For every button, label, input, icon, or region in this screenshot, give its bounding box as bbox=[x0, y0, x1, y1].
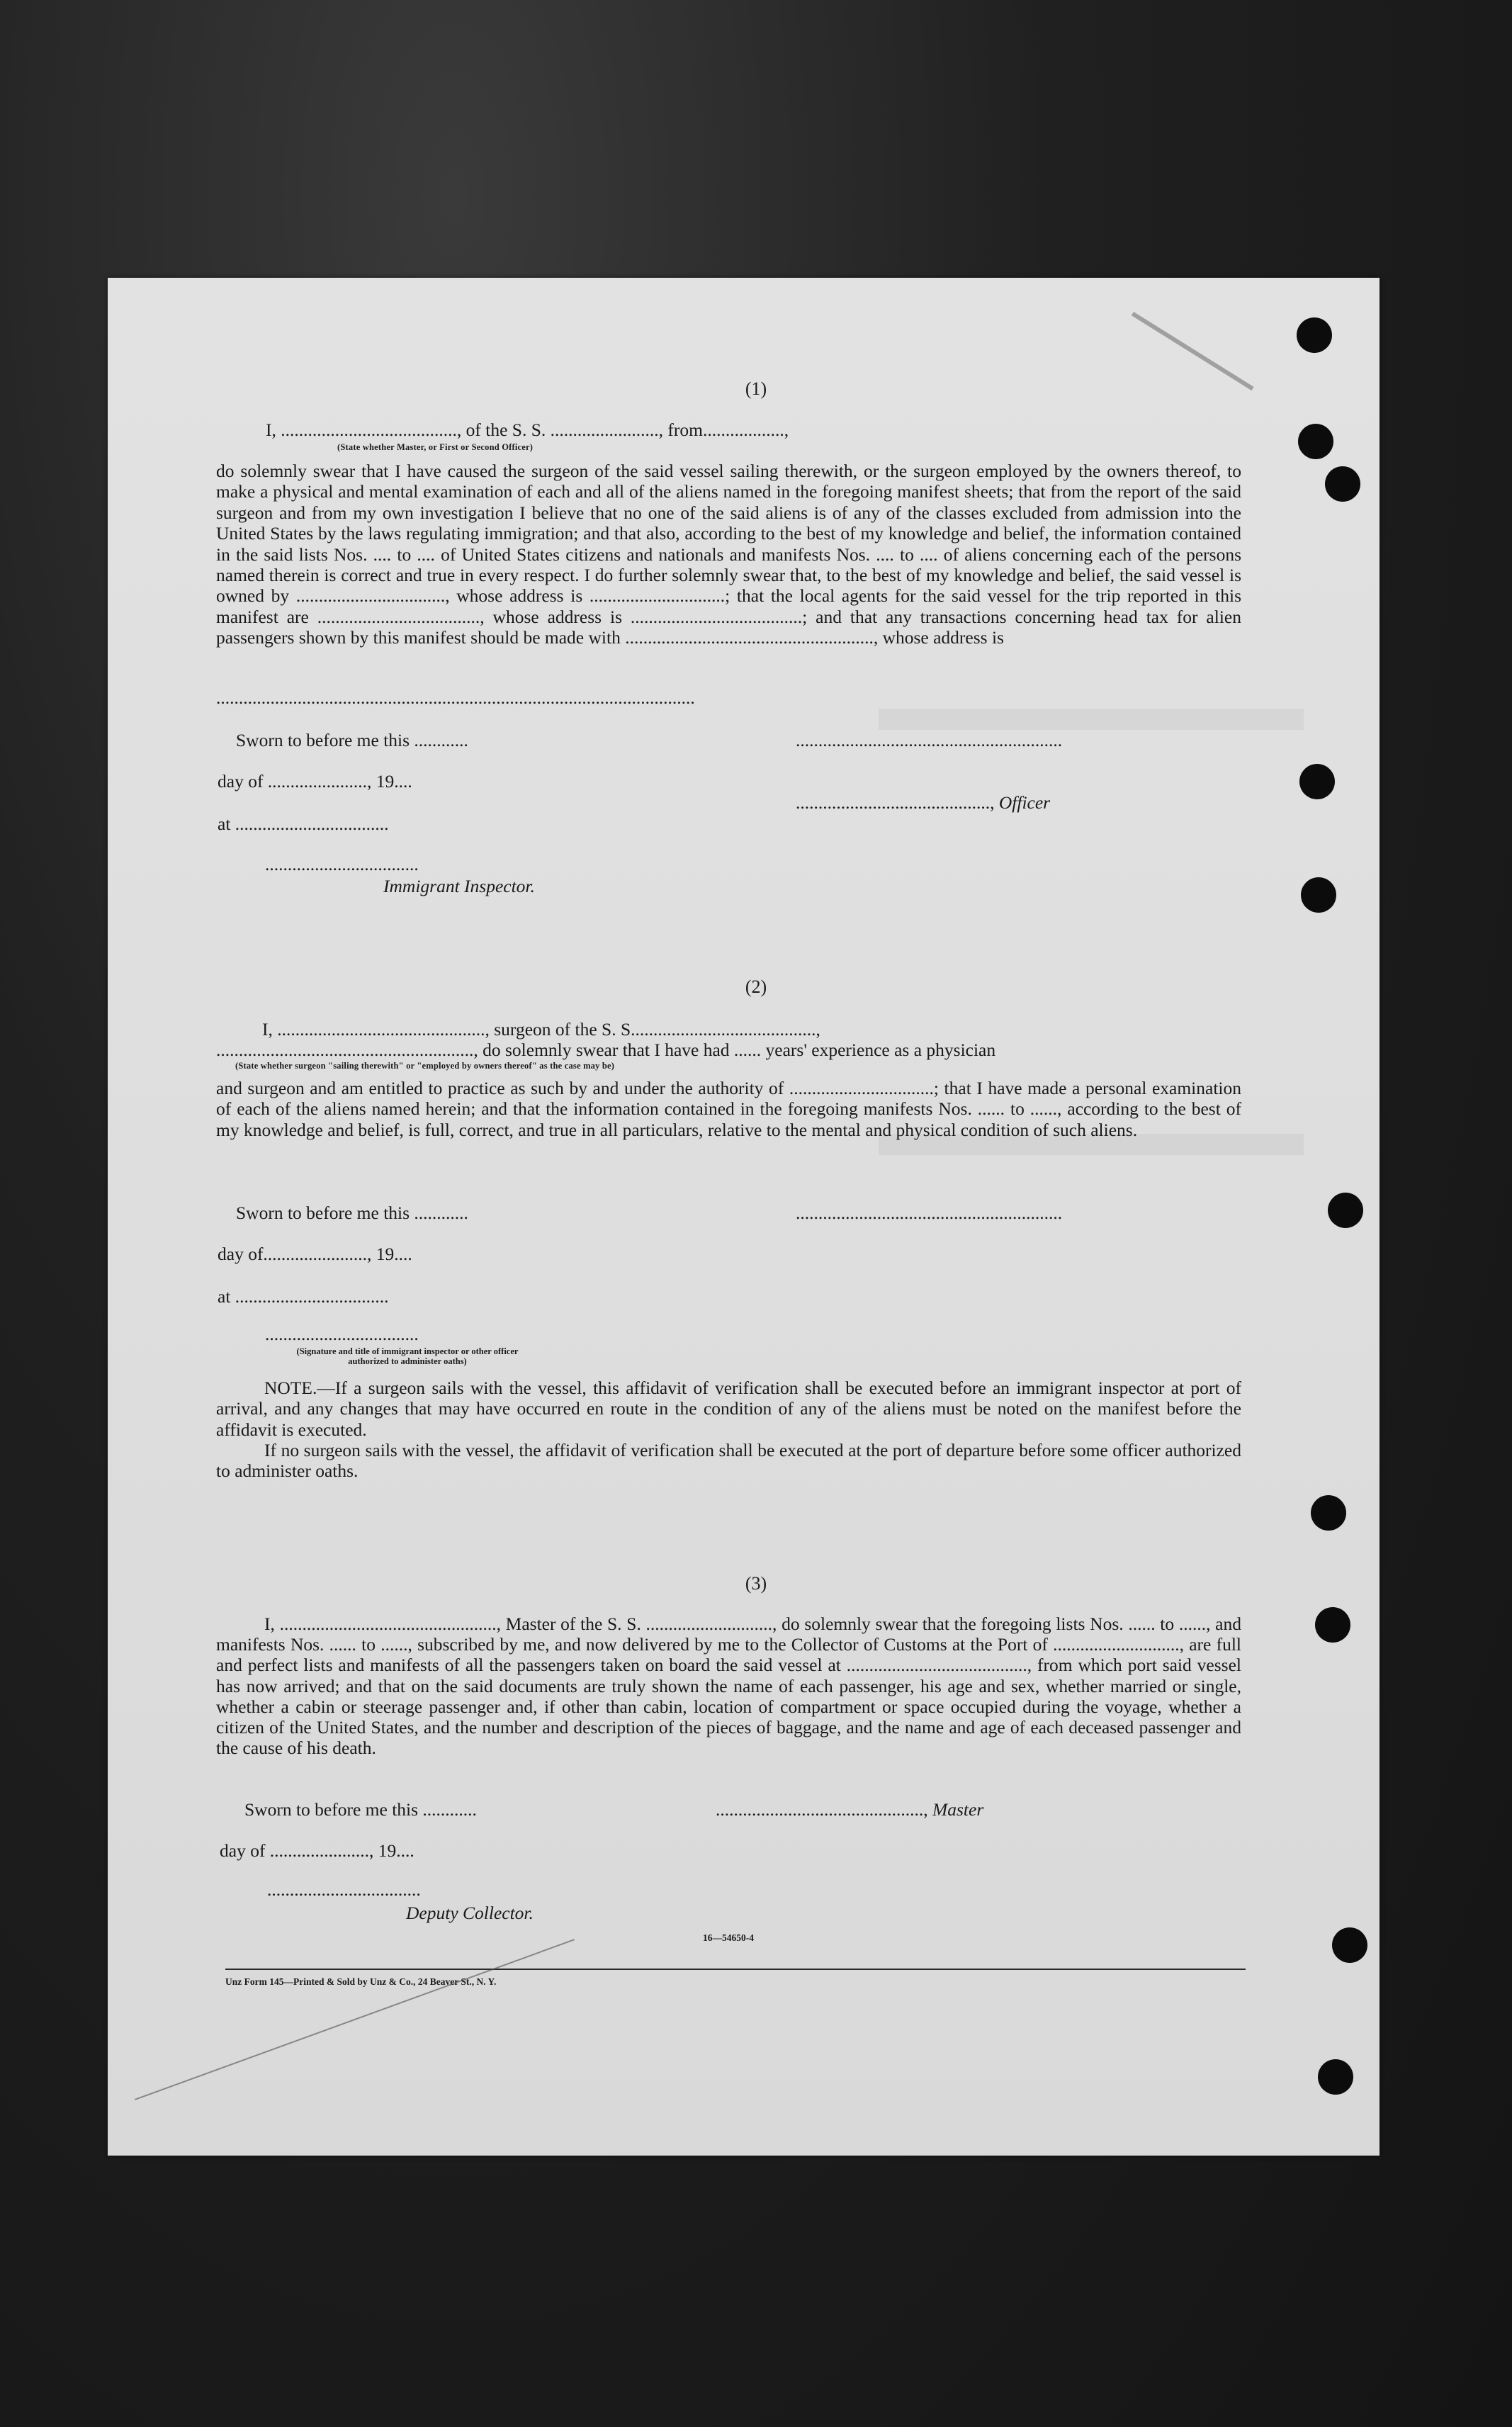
oath-paragraph: I, ................................................, Master of the S. S. ............................, do solemnly swear that the foregoing lists Nos. ...... to ......, and manifests Nos. ...... to ......, subscribed by me, and now delivered by me to the Collector of Customs at the Port of ............................, are full and perfect lists and manifests of all the passengers taken on board the said vessel at ........................................, from which port said vessel has now arrived; and that on the said documents are truly shown the name of each passenger, his age and sex, whether married or single, whether a cabin or steerage passenger and, if other than cabin, location of compartment or space occupied during the voyage, whether a citizen of the United States, and the number and description of the pieces of baggage, and the name and age of each deceased passenger and the cause of his death. bbox=[216, 1614, 1241, 1759]
footer-rule bbox=[225, 1969, 1246, 1970]
place-line: at .................................. bbox=[218, 813, 389, 834]
section-number: (2) bbox=[745, 976, 767, 997]
inspector-label: Immigrant Inspector. bbox=[383, 876, 535, 896]
master-dots: .............................................., bbox=[716, 1799, 928, 1820]
signature-line: ........................................................... bbox=[796, 1203, 1063, 1223]
date-line: day of......................., 19.... bbox=[218, 1244, 412, 1264]
bleed-through bbox=[879, 709, 1304, 730]
oath-line: ........................................................., do solemnly swear that I have had ...... years' experience as a physician bbox=[216, 1040, 996, 1060]
field-caption: (State whether Master, or First or Second Officer) bbox=[337, 442, 534, 452]
oath-paragraph: do solemnly swear that I have caused the surgeon of the said vessel sailing therewith, or the surgeon employed by the owners thereof, to make a physical and mental examination of each and all of the aliens named in the foregoing manifest sheets; that from the report of the said surgeon and from my own investigation I believe that no one of the said aliens is of any of the classes excluded from admission into the United States by the laws regulating immigration; and that also, according to the best of my knowledge and belief, the information contained in the said lists Nos. .... to .... of United States citizens and nationals and manifests Nos. .... to .... of aliens concerning each of the persons named therein is correct and true in every respect. I do further solemnly swear that, to the best of my knowledge and belief, the said vessel is owned by ................................., whose address is ..............................; that the local agents for the said vessel for the trip reported in this manifest are ...................................., whose address is ......................................; and that any transactions concerning head tax for alien passengers shown by this manifest should be made with ......................................................., whose address is bbox=[216, 461, 1241, 648]
collector-label: Deputy Collector. bbox=[406, 1903, 534, 1923]
printer-imprint: Unz Form 145—Printed & Sold by Unz & Co., 24 Beaver St., N. Y. bbox=[225, 1976, 497, 1987]
officer-label: Officer bbox=[998, 792, 1051, 813]
sworn-line: Sworn to before me this ............ bbox=[244, 1799, 477, 1820]
sworn-line: Sworn to before me this ............ bbox=[236, 730, 468, 750]
punch-hole bbox=[1297, 317, 1332, 353]
signature-line: ........................................................... bbox=[796, 730, 1063, 750]
punch-hole bbox=[1325, 466, 1360, 502]
sworn-line: Sworn to before me this ............ bbox=[236, 1203, 468, 1223]
punch-hole bbox=[1299, 764, 1335, 799]
section-number: (3) bbox=[745, 1573, 767, 1594]
place-line: at .................................. bbox=[218, 1286, 389, 1307]
date-line: day of ......................, 19.... bbox=[220, 1840, 414, 1861]
signature-line: .................................. bbox=[267, 1879, 421, 1900]
signature-caption: (Signature and title of immigrant inspector or other officer authorized to administer oaths) bbox=[296, 1346, 519, 1366]
oath-paragraph: and surgeon and am entitled to practice as such by and under the authority of ................................; that I have made a personal examination of each of the aliens named herein; and that the information contained in the foregoing manifests Nos. ...... to ......, according to the best of my knowledge and belief, is full, correct, and true in all particulars, relative to the mental and physical condition of such aliens. bbox=[216, 1078, 1241, 1140]
signature-line bbox=[716, 1799, 983, 1820]
note-paragraph: If no surgeon sails with the vessel, the affidavit of verification shall be executed at the port of departure before some officer authorized to administer oaths. bbox=[216, 1440, 1241, 1482]
punch-hole bbox=[1298, 424, 1333, 459]
note-paragraph: NOTE.—If a surgeon sails with the vessel, this affidavit of verification shall be executed before an immigrant inspector at port of arrival, and any changes that may have occurred en route in the condition of any of the aliens must be noted on the manifest before the affidavit is executed. bbox=[216, 1378, 1241, 1440]
punch-hole bbox=[1311, 1495, 1346, 1531]
date-line: day of ......................, 19.... bbox=[218, 771, 412, 792]
oath-line: I, ......................................., of the S. S. ........................, from.................., bbox=[266, 419, 789, 440]
punch-hole bbox=[1332, 1927, 1367, 1963]
oath-line: I, .............................................., surgeon of the S. S........................................., bbox=[262, 1019, 820, 1040]
signature-line: .................................. bbox=[265, 854, 419, 874]
punch-hole bbox=[1301, 877, 1336, 913]
signature-line: .................................. bbox=[265, 1324, 419, 1344]
dotted-line: .......................................................................................................... bbox=[216, 687, 695, 708]
section-number: (1) bbox=[745, 378, 767, 399]
officer-dots: ..........................................., bbox=[796, 792, 995, 813]
punch-hole bbox=[1318, 2059, 1353, 2095]
punch-hole bbox=[1328, 1193, 1363, 1228]
master-label: Master bbox=[932, 1799, 984, 1820]
field-caption: (State whether surgeon "sailing therewith" or "employed by owners thereof" as the case may be) bbox=[235, 1061, 615, 1071]
signature-line bbox=[796, 792, 1050, 813]
punch-hole bbox=[1315, 1607, 1350, 1643]
form-code: 16—54650-4 bbox=[703, 1932, 754, 1943]
